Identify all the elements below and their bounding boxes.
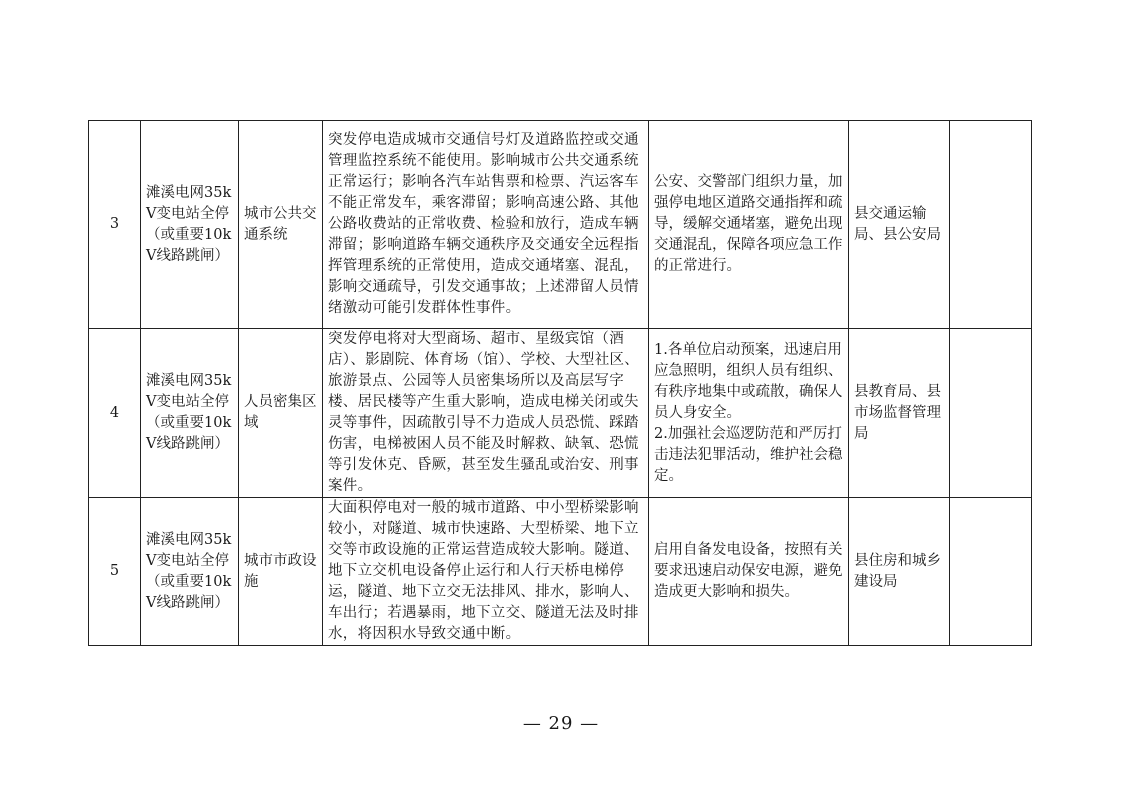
measure-item: 1.各单位启动预案，迅速启用应急照明，组织人员有组织、有秩序地集中或疏散，确保人员人身安全。 — [654, 341, 843, 421]
responsible-department-cell: 县住房和城乡建设局 — [849, 498, 950, 646]
impact-description-cell: 突发停电造成城市交通信号灯及道路监控或交通管理监控系统不能使用。影响城市公共交通系统正常运行；影响各汽车站售票和检票、汽运客车不能正常发车，乘客滞留；影响高速公路、其他公路收费站的正常收费、检验和放行，造成车辆滞留；影响道路车辆交通秩序及交通安全远程指挥管理系统的正常使用，造成交通堵塞、混乱，影响交通疏导，引发交通事故；上述滞留人员情绪激动可能引发群体性事件。 — [323, 121, 649, 329]
row-number: 3 — [89, 121, 141, 329]
responsible-department-cell: 县教育局、县市场监督管理局 — [849, 329, 950, 498]
cause-cell: 滩溪电网35kV变电站全停（或重要10kV线路跳闸） — [141, 121, 239, 329]
table-row — [89, 498, 1032, 646]
affected-field-cell: 城市公共交通系统 — [239, 121, 323, 329]
row-number: 5 — [89, 498, 141, 646]
row-number: 4 — [89, 329, 141, 498]
note-cell — [950, 498, 1032, 646]
measure-item: 启用自备发电设备，按照有关要求迅速启动保安电源，避免造成更大影响和损失。 — [654, 542, 843, 600]
affected-field-cell: 人员密集区域 — [239, 329, 323, 498]
cause-cell: 滩溪电网35kV变电站全停（或重要10kV线路跳闸） — [141, 329, 239, 498]
measure-item: 公安、交警部门组织力量，加强停电地区道路交通指挥和疏导，缓解交通堵塞，避免出现交通混乱，保障各项应急工作的正常进行。 — [654, 174, 843, 274]
note-cell — [950, 121, 1032, 329]
table-row — [89, 121, 1032, 329]
measure-item: 2.加强社会巡逻防范和严厉打击违法犯罪活动，维护社会稳定。 — [654, 425, 843, 484]
measures-cell — [649, 121, 849, 329]
measures-cell — [649, 329, 849, 498]
impact-description-cell: 大面积停电对一般的城市道路、中小型桥梁影响较小，对隧道、城市快速路、大型桥梁、地下立交等市政设施的正常运营造成较大影响。隧道、地下立交机电设备停止运行和人行天桥电梯停运，隧道、地下立交无法排风、排水，影响人、车出行；若遇暴雨，地下立交、隧道无法及时排水，将因积水导致交通中断。 — [323, 498, 649, 646]
emergency-impact-table — [88, 120, 1032, 646]
responsible-department-cell: 县交通运输局、县公安局 — [849, 121, 950, 329]
cause-cell: 滩溪电网35kV变电站全停（或重要10kV线路跳闸） — [141, 498, 239, 646]
impact-description-cell: 突发停电将对大型商场、超市、星级宾馆（酒店）、影剧院、体育场（馆）、学校、大型社区、旅游景点、公园等人员密集场所以及高层写字楼、居民楼等产生重大影响，造成电梯关闭或失灵等事件，因疏散引导不力造成人员恐慌、踩踏伤害，电梯被困人员不能及时解救、缺氧、恐慌等引发休克、昏厥，甚至发生骚乱或治安、刑事案件。 — [323, 329, 649, 498]
table-row — [89, 329, 1032, 498]
note-cell — [950, 329, 1032, 498]
affected-field-cell: 城市市政设施 — [239, 498, 323, 646]
measures-cell — [649, 498, 849, 646]
page-number: — 29 — — [522, 713, 600, 734]
